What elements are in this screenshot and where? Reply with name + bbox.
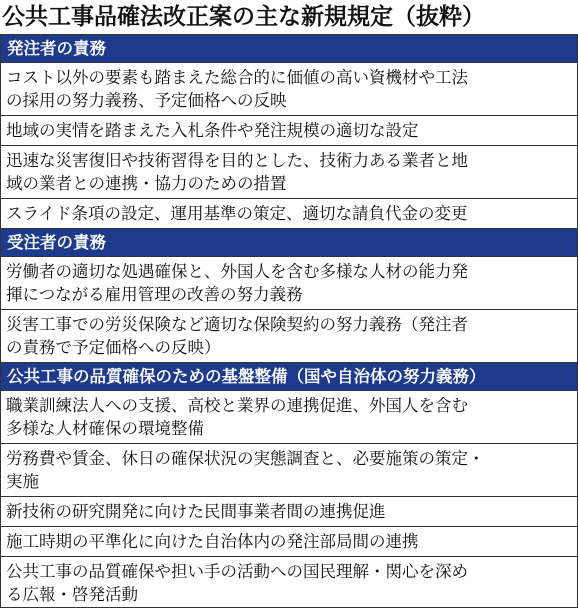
provision-text-line: 実施 bbox=[6, 472, 39, 491]
provision-item bbox=[1, 391, 577, 444]
provision-item bbox=[1, 63, 577, 116]
provision-item bbox=[1, 527, 577, 557]
provision-text-line: 新技術の研究開発に向けた民間事業者間の連携促進 bbox=[6, 502, 386, 521]
provision-item bbox=[1, 497, 577, 527]
provision-text-line: 労働者の適切な処遇確保と、外国人を含む多様な人材の能力発 bbox=[6, 262, 468, 281]
section-header: 受注者の責務 bbox=[1, 229, 577, 257]
provision-item bbox=[1, 444, 577, 497]
provisions-table bbox=[0, 34, 578, 608]
provision-item bbox=[1, 557, 577, 609]
provision-item bbox=[1, 199, 577, 229]
provision-item bbox=[1, 310, 577, 363]
provision-text-line: 災害工事での労災保険など適切な保険契約の努力義務（発注者 bbox=[6, 315, 468, 334]
provision-text-line: 揮につながる雇用管理の改善の努力義務 bbox=[6, 285, 303, 304]
section-header: 発注者の責務 bbox=[1, 35, 577, 63]
provision-text-line: 労務費や賃金、休日の確保状況の実態調査と、必要施策の策定・ bbox=[6, 449, 485, 468]
provision-text-line: る広報・啓発活動 bbox=[6, 585, 138, 604]
provision-text-line: スライド条項の設定、運用基準の策定、適切な請負代金の変更 bbox=[6, 204, 468, 223]
provision-text-line: 職業訓練法人への支援、高校と業界の連携促進、外国人を含む bbox=[6, 396, 468, 415]
provision-text-line: 地域の実情を踏まえた入札条件や発注規模の適切な設定 bbox=[6, 121, 419, 140]
provision-item bbox=[1, 146, 577, 199]
provision-text-line: コスト以外の要素も踏まえた総合的に価値の高い資機材や工法 bbox=[6, 68, 468, 87]
provision-text-line: 施工時期の平準化に向けた自治体内の発注部局間の連携 bbox=[6, 532, 419, 551]
provision-text-line: 迅速な災害復旧や技術習得を目的とした、技術力ある業者と地 bbox=[6, 151, 468, 170]
page-title: 公共工事品確法改正案の主な新規規定（抜粋） bbox=[2, 4, 485, 30]
provision-text-line: 多様な人材確保の環境整備 bbox=[6, 419, 204, 438]
provision-text-line: の採用の努力義務、予定価格への反映 bbox=[6, 91, 287, 110]
provision-text-line: 域の業者との連携・協力のための措置 bbox=[6, 174, 287, 193]
provision-item bbox=[1, 116, 577, 146]
provision-text-line: 公共工事の品質確保や担い手の活動への国民理解・関心を深め bbox=[6, 562, 468, 581]
provision-item bbox=[1, 257, 577, 310]
section-header: 公共工事の品質確保のための基盤整備（国や自治体の努力義務） bbox=[1, 363, 577, 391]
provision-text-line: の責務で予定価格への反映） bbox=[6, 338, 221, 357]
